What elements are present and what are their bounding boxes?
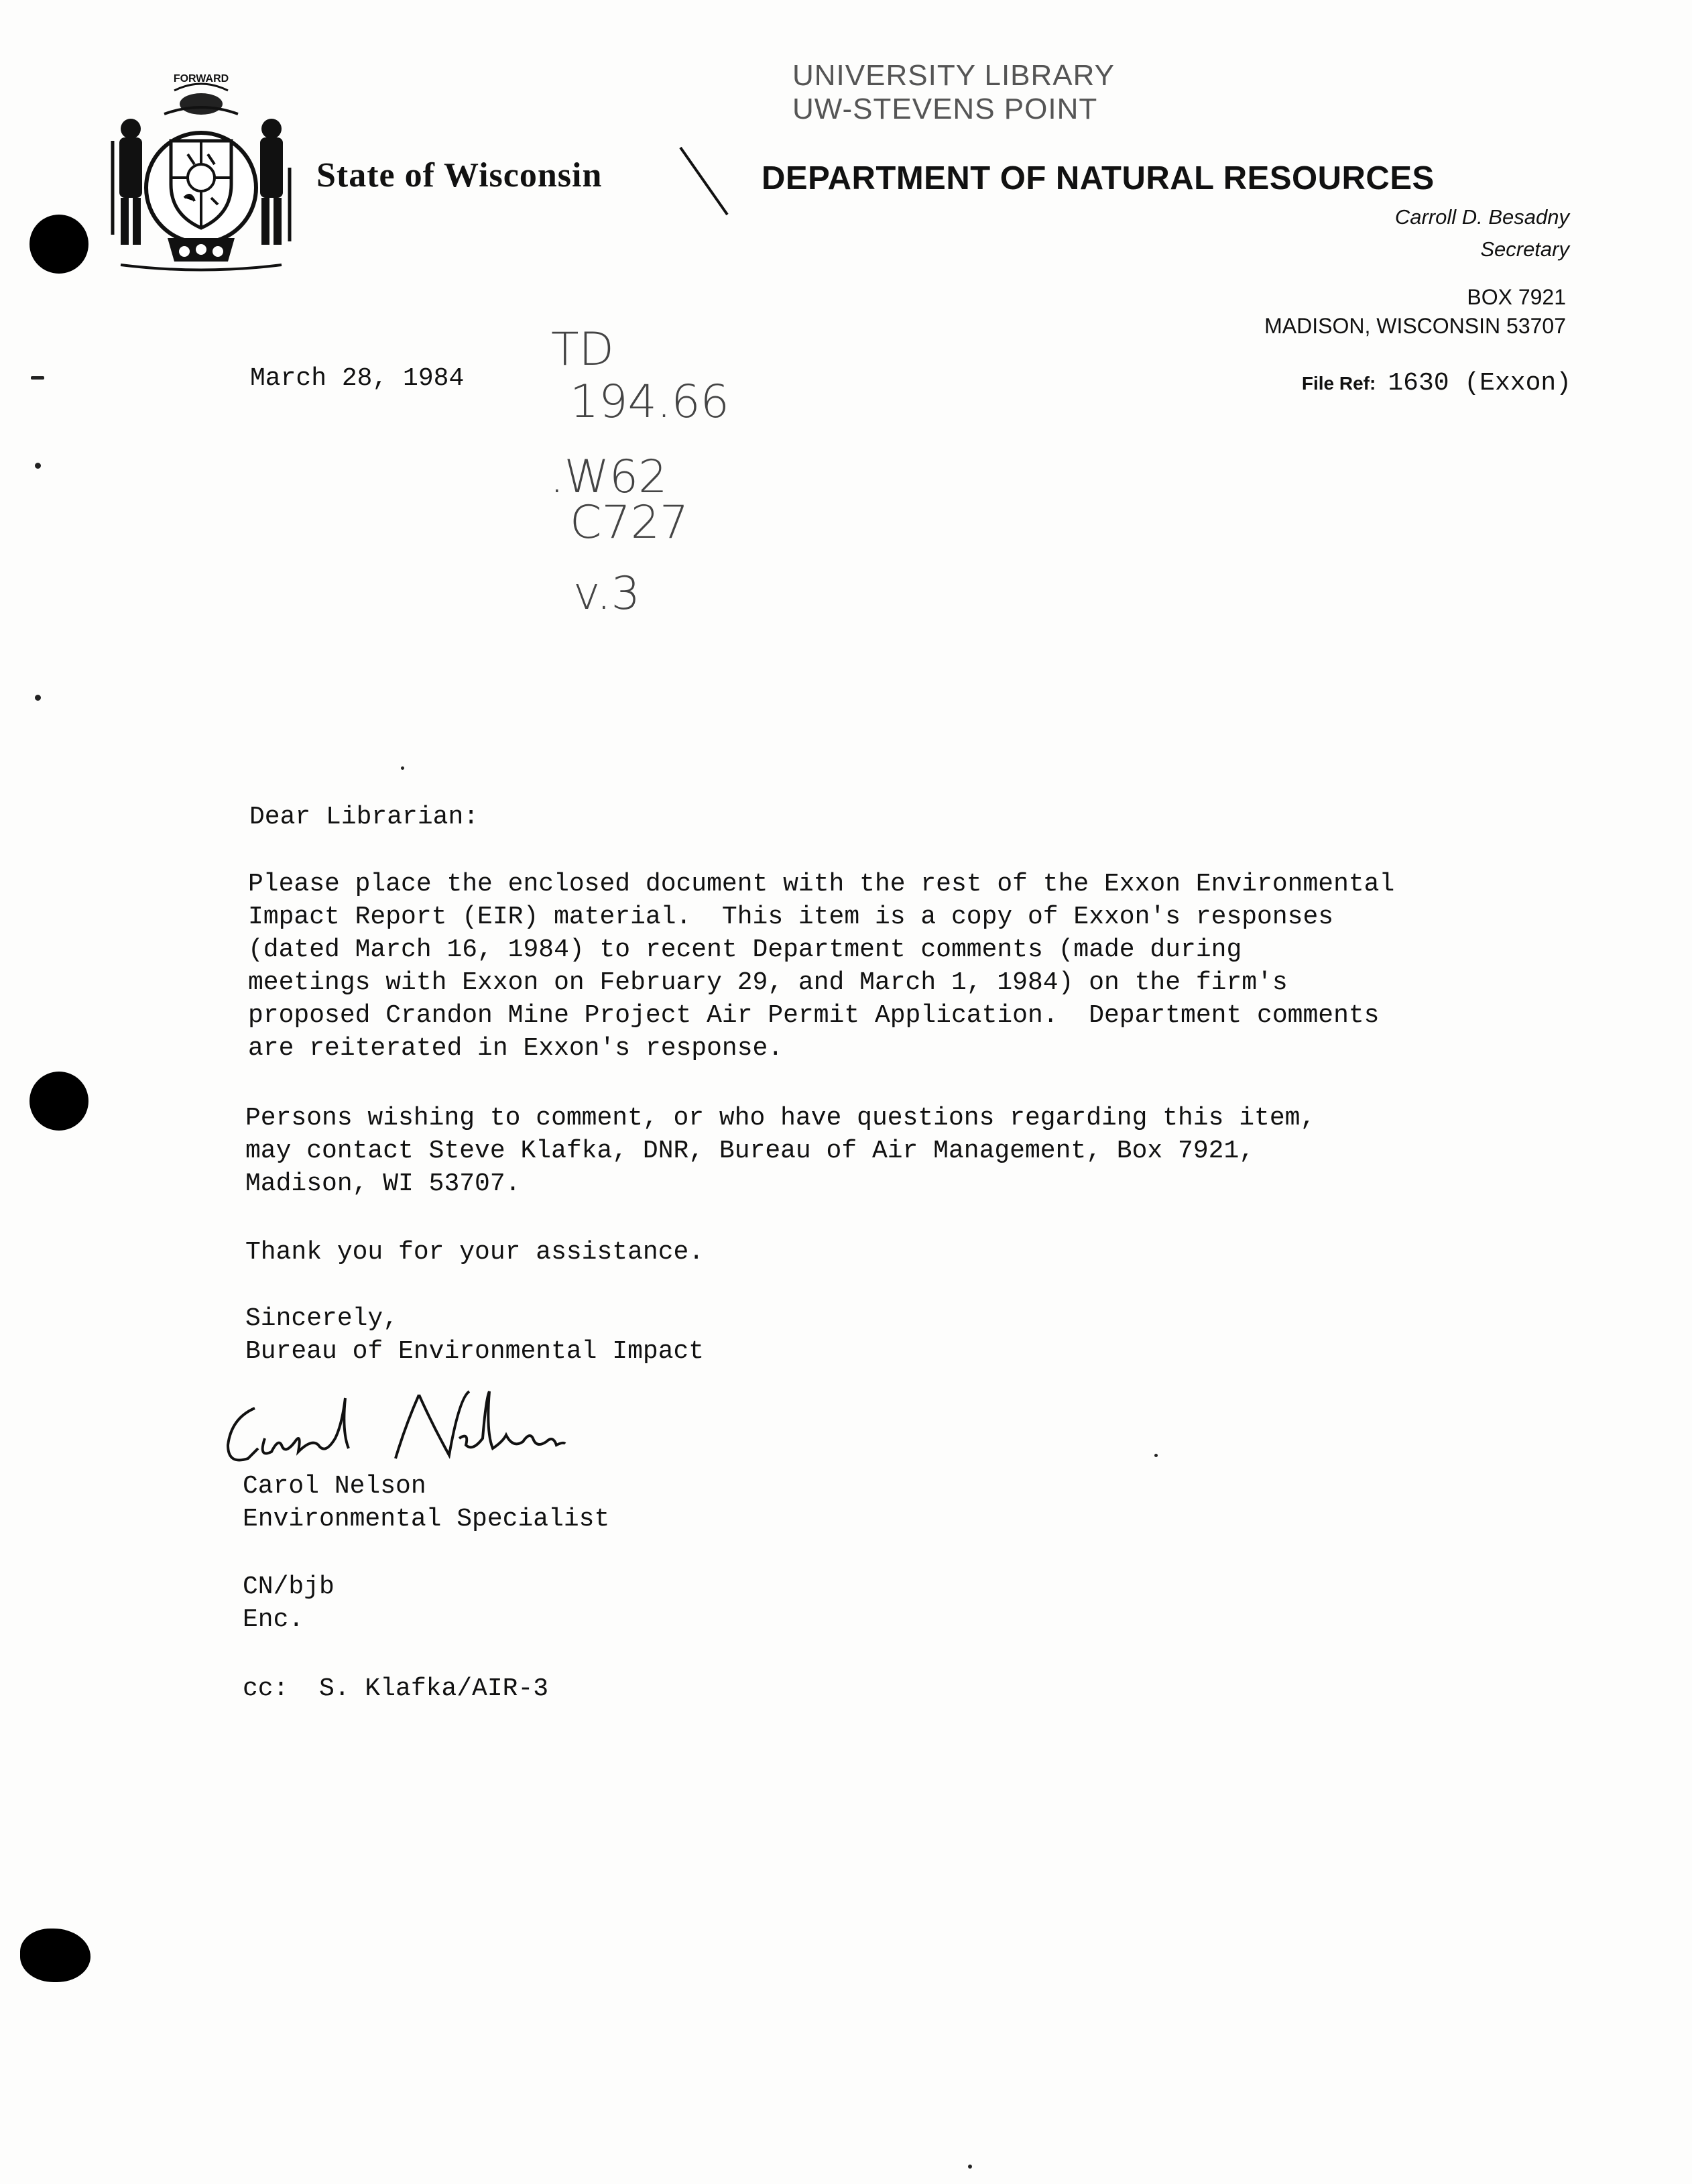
stamp-line-2: UW-STEVENS POINT [792, 93, 1098, 125]
file-reference [1302, 369, 1571, 398]
punch-hole [20, 1929, 90, 1982]
initials-block: CN/bjb Enc. [243, 1572, 335, 1634]
scan-speck [1154, 1454, 1158, 1457]
scan-speck [401, 766, 404, 770]
scan-speck [31, 376, 44, 380]
scan-speck [35, 463, 41, 469]
letter-date: March 28, 1984 [250, 364, 465, 393]
salutation: Dear Librarian: [249, 803, 479, 831]
scan-speck [35, 695, 41, 701]
department-name: DEPARTMENT OF NATURAL RESOURCES [762, 160, 1435, 196]
call-number-line: 194.66 [570, 376, 729, 428]
call-number-line: v.3 [573, 567, 640, 620]
svg-text:FORWARD: FORWARD [173, 73, 229, 84]
address-city: MADISON, WISCONSIN 53707 [1264, 314, 1566, 338]
scan-speck [968, 2165, 972, 2169]
punch-hole [29, 1072, 88, 1131]
secretary-title: Secretary [1480, 237, 1569, 261]
signer-block: Carol Nelson Environmental Specialist [243, 1472, 610, 1534]
letterhead-divider [677, 144, 731, 218]
call-number-line: .W62 [550, 451, 668, 504]
file-ref-value: 1630 (Exxon) [1388, 369, 1571, 398]
library-stamp [792, 59, 1115, 126]
secretary-name: Carroll D. Besadny [1394, 205, 1569, 229]
address-box: BOX 7921 [1467, 285, 1566, 309]
body-paragraph-2: Persons wishing to comment, or who have questions regarding this item, may contact Steve Klafka, DNR, Bureau of Air Management, Box 7921, Madison, WI 53707. [245, 1104, 1316, 1198]
call-number-line: TD [551, 323, 614, 376]
cc-line: cc: S. Klafka/AIR-3 [243, 1674, 549, 1703]
closing: Sincerely, Bureau of Environmental Impact [245, 1304, 705, 1366]
file-ref-label: File Ref: [1301, 373, 1376, 394]
thanks-line: Thank you for your assistance. [245, 1238, 705, 1267]
punch-hole [29, 215, 88, 274]
stamp-line-1: UNIVERSITY LIBRARY [792, 59, 1115, 92]
body-paragraph-1: Please place the enclosed document with the rest of the Exxon Environmental Impact Report (EIR) material. This item is a copy of Exxon's responses (dated March 16, 1984) to recent Department comments (made during meetings with Exxon on February 29, and March 1, 1984) on the firm's proposed Crandon Mine Project Air Permit Application. Department comments are reiterated in Exxon's response. [248, 870, 1395, 1063]
state-name: State of Wisconsin [316, 156, 603, 194]
call-number-line: C727 [570, 496, 689, 549]
handwritten-signature [218, 1385, 566, 1472]
state-seal-image [101, 67, 302, 275]
